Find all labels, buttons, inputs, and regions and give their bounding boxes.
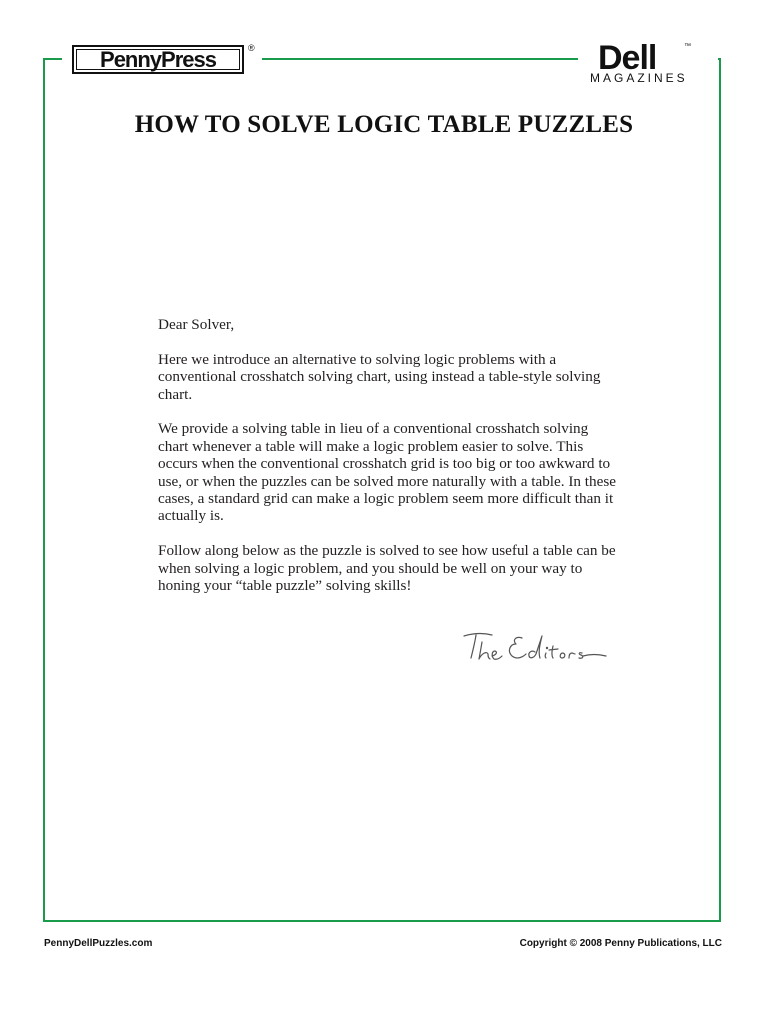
letter-paragraph: Here we introduce an alternative to solving logic problems with a conventional crosshatch solving chart, using instead a table-style solving chart. <box>158 350 601 403</box>
letter-salutation: Dear Solver, <box>158 316 235 333</box>
letter-paragraph: Follow along below as the puzzle is solved to see how useful a table can be when solving a logic problem, and you should be well on your way to honing your “table puzzle” solving skills! <box>158 542 616 595</box>
letter-body <box>158 316 618 612</box>
registered-mark: ® <box>248 43 255 53</box>
footer-website: PennyDellPuzzles.com <box>44 938 153 949</box>
page-title: HOW TO SOLVE LOGIC TABLE PUZZLES <box>134 111 634 138</box>
signature-handwritten <box>460 626 610 666</box>
dell-logo-subtext: MAGAZINES <box>590 71 688 85</box>
trademark-mark: ™ <box>684 43 691 50</box>
letter-paragraph: We provide a solving table in lieu of a conventional crosshatch solving chart whenever a table will make a logic problem easier to solve. This occurs when the conventional crosshatch grid is too big or too awkward to use, or when the puzzles can be solved more naturally with a table. In these cases, a standard grid can make a logic problem seem more difficult than it actually is. <box>158 420 616 525</box>
dell-magazines-logo <box>588 41 698 87</box>
pennypress-logo <box>72 45 244 74</box>
footer-copyright: Copyright © 2008 Penny Publications, LLC <box>519 938 722 949</box>
pennypress-logo-text: PennyPress <box>76 49 240 70</box>
dell-logo-text: Dell <box>598 39 657 77</box>
